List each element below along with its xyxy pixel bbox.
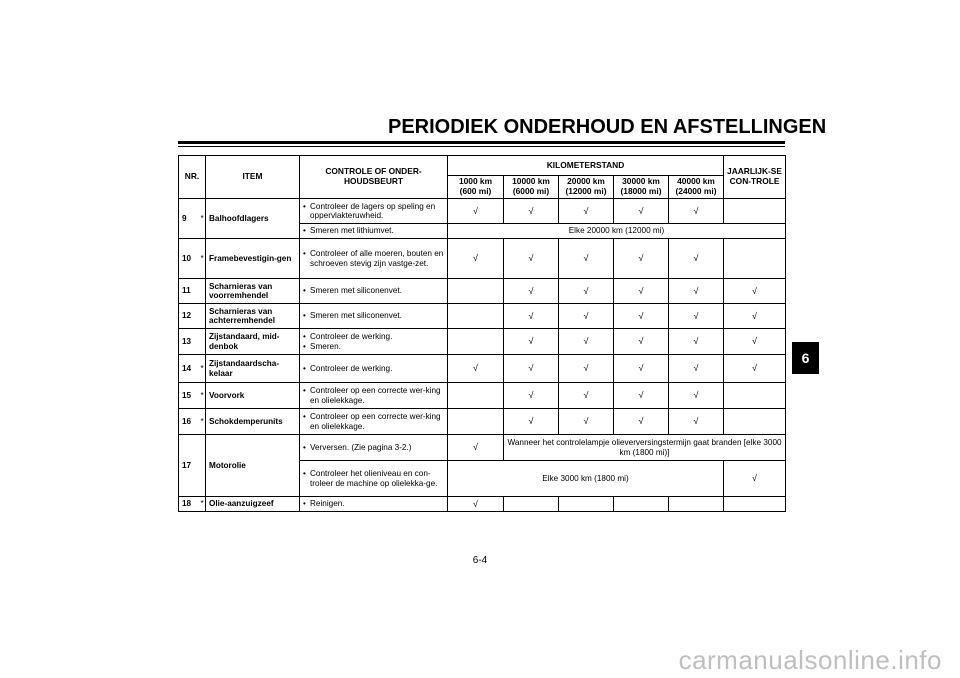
row-star: * [198,383,206,409]
mark-30000: √ [614,329,669,355]
header-km-1000: 1000 km (600 mi) [448,176,504,199]
mark-annual [724,497,786,512]
interval-text: Elke 3000 km (1800 mi) [448,461,724,497]
header-km-group: KILOMETERSTAND [448,156,724,176]
row-check: • Smeren met siliconenvet. [300,279,448,304]
header-annual: JAARLIJK-SE CON-TROLE [724,156,786,199]
table-row-10 [179,239,786,279]
mark-20000 [559,497,614,512]
row-star: * [198,355,206,383]
mark-1000: √ [448,435,504,461]
page-title: PERIODIEK ONDERHOUD EN AFSTELLINGEN [388,116,827,138]
row-check: • Smeren met lithiumvet. [300,224,448,239]
mark-annual: √ [669,239,724,279]
mark-annual: √ [724,304,786,329]
mark-20000: √ [559,199,614,224]
mark-20000: √ [559,409,614,435]
bullet-icon: • [303,386,306,396]
table-row-9 [179,199,786,224]
mark-40000: √ [669,329,724,355]
mark-10000: √ [504,329,559,355]
row-check: • Controleer op een correcte wer-king en olielekkage. [300,383,448,409]
mark-1000 [448,409,504,435]
mark-1000: √ [448,355,504,383]
mark-1000 [448,383,504,409]
mark-30000: √ [614,409,669,435]
bullet-icon: • [303,412,306,422]
row-star [198,279,206,304]
mark-20000: √ [559,355,614,383]
row-star: * [198,409,206,435]
mark-20000: √ [559,304,614,329]
row-nr: 10 [179,239,198,279]
bullet-icon: • [303,341,306,351]
row-star [198,329,206,355]
row-nr: 18 [179,497,198,512]
row-check: • Smeren met siliconenvet. [300,304,448,329]
row-check: • Controleer het olieniveau en con-troleer de machine op olielekka-ge. [300,461,448,497]
row-item: Schokdemperunits [206,409,300,435]
row-nr: 12 [179,304,198,329]
title-rule [178,141,785,144]
mark-annual [724,383,786,409]
row-item: Voorvork [206,383,300,409]
mark-10000: √ [504,355,559,383]
mark-20000: √ [504,239,559,279]
table-row-13 [179,329,786,355]
row-star: * [198,497,206,512]
table-row-16 [179,409,786,435]
bullet-icon: • [303,286,306,296]
row-star [198,435,206,497]
interval-text: Elke 20000 km (12000 mi) [448,224,786,239]
row-star: * [198,239,206,279]
mark-extra [724,239,786,279]
bullet-icon: • [303,363,306,373]
table-row-15 [179,383,786,409]
mark-40000: √ [669,279,724,304]
mark-30000: √ [614,304,669,329]
mark-annual: √ [724,355,786,383]
row-item: Scharnieras van achterremhendel [206,304,300,329]
row-check: • Controleer de lagers op speling en oppervlakteruwheid. [300,199,448,224]
mark-40000: √ [669,383,724,409]
mark-30000: √ [559,239,614,279]
bullet-icon: • [303,201,306,211]
mark-10000: √ [504,304,559,329]
row-check: • Controleer op een correcte wer-king en olielekkage. [300,409,448,435]
bullet-icon: • [303,469,306,479]
row-nr: 15 [179,383,198,409]
table-row-12 [179,304,786,329]
table-row-17 [179,435,786,461]
mark-30000: √ [614,383,669,409]
mark-30000: √ [614,199,669,224]
header-km-20000: 20000 km (12000 mi) [559,176,614,199]
row-nr: 14 [179,355,198,383]
bullet-icon: • [303,249,306,259]
mark-annual [724,409,786,435]
watermark: carmanualsonline.info [678,645,942,675]
row-nr: 13 [179,329,198,355]
mark-1000 [448,279,504,304]
mark-annual: √ [724,329,786,355]
table-row-14 [179,355,786,383]
mark-40000: √ [614,239,669,279]
bullet-icon: • [303,311,306,321]
header-check: CONTROLE OF ONDER-HOUDSBEURT [300,156,448,199]
mark-10000 [504,497,559,512]
row-star: * [198,199,206,239]
table-row-18 [179,497,786,512]
row-check: • Verversen. (Zie pagina 3-2.) [300,435,448,461]
mark-40000: √ [669,355,724,383]
title-rule-thin [178,146,785,147]
chapter-tab: 6 [792,342,819,374]
row-item: Zijstandaard, mid-denbok [206,329,300,355]
mark-annual: √ [724,461,786,497]
maintenance-table [178,155,786,512]
mark-1000 [448,329,504,355]
row-check: • Controleer of alle moeren, bouten en schroeven stevig zijn vastge-zet. [300,239,448,279]
row-item: Olie-aanzuigzeef [206,497,300,512]
header-item: ITEM [206,156,300,199]
page-number: 6-4 [472,555,488,566]
header-km-40000: 40000 km (24000 mi) [669,176,724,199]
row-nr: 17 [179,435,198,497]
mark-20000: √ [559,279,614,304]
header-km-30000: 30000 km (18000 mi) [614,176,669,199]
row-nr: 9 [179,199,198,239]
bullet-icon: • [303,226,306,236]
row-item: Motorolie [206,435,300,497]
row-item: Balhoofdlagers [206,199,300,239]
header-nr: NR. [179,156,206,199]
mark-20000: √ [559,383,614,409]
interval-text: Wanneer het controlelampje olieverversingstermijn gaat branden [elke 3000 km (1800 mi)] [504,435,786,461]
mark-1000: √ [448,497,504,512]
mark-20000: √ [559,329,614,355]
mark-1000: √ [448,199,504,224]
row-star [198,304,206,329]
bullet-icon: • [303,332,306,342]
row-check: • Reinigen. [300,497,448,512]
mark-40000: √ [669,304,724,329]
bullet-icon: • [303,442,306,452]
mark-annual: √ [724,279,786,304]
mark-30000: √ [614,355,669,383]
mark-30000 [614,497,669,512]
row-item: Scharnieras van voorremhendel [206,279,300,304]
bullet-icon: • [303,499,306,509]
mark-30000: √ [614,279,669,304]
mark-1000 [448,304,504,329]
row-check: • Controleer de werking. [300,355,448,383]
row-item: Zijstandaardscha-kelaar [206,355,300,383]
mark-10000: √ [504,199,559,224]
row-nr: 16 [179,409,198,435]
mark-40000 [669,497,724,512]
row-item: Framebevestigin-gen [206,239,300,279]
table-row-11 [179,279,786,304]
row-nr: 11 [179,279,198,304]
mark-40000: √ [669,409,724,435]
mark-10000: √ [504,409,559,435]
mark-10000: √ [448,239,504,279]
row-check: • Controleer de werking. • Smeren. [300,329,448,355]
mark-annual [724,199,786,224]
mark-10000: √ [504,279,559,304]
mark-40000: √ [669,199,724,224]
mark-10000: √ [504,383,559,409]
header-km-10000: 10000 km (6000 mi) [504,176,559,199]
